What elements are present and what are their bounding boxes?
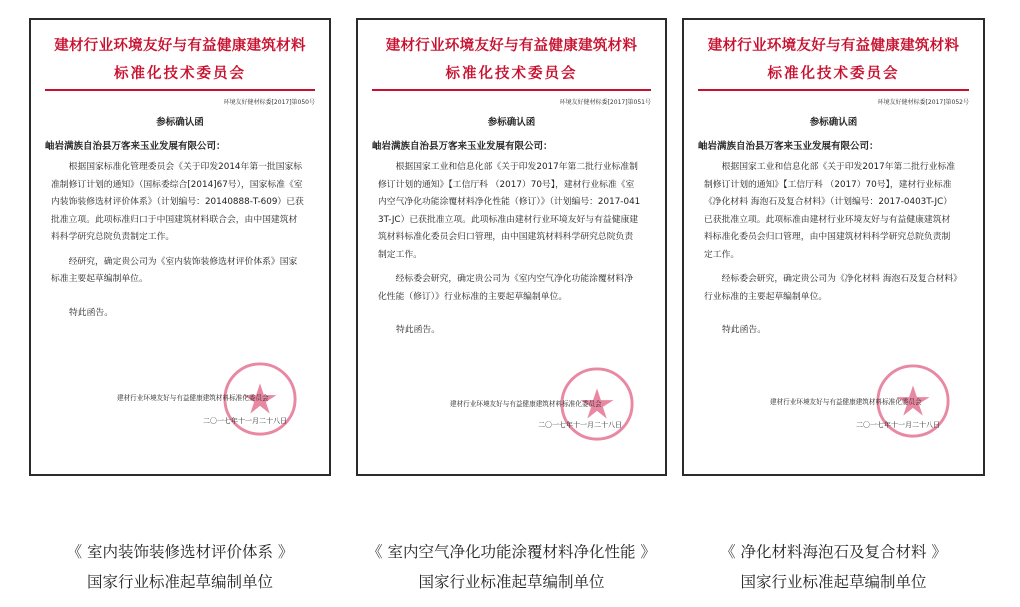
closing-text: 特此函告。 <box>69 307 113 318</box>
caption-standard-name: 《 室内装饰装修选材评价体系 》 <box>66 543 294 561</box>
certificate-document-3 <box>682 18 985 476</box>
certificate-document-1 <box>29 18 331 476</box>
letterhead-org-line2: 标准化技术委员会 <box>114 66 246 82</box>
recipient: 岫岩满族自治县万客来玉业发展有限公司： <box>698 141 879 152</box>
caption-role: 国家行业标准起草编制单位 <box>418 573 605 591</box>
body-paragraph-1: 根据国家工业和信息化部《关于印发2017年第二批行业标准制修订计划的通知》【工信厅科 （2017）70号】，建材行业标准《净化材料 海泡石及复合材料》（计划编号：2017-0403T-JC）已获批准立项。此项标准由建材行业环境友好与有益健康建筑材料标准化委员会归口管理，由中国建筑材料科学研究总院负责制定工作。 <box>704 162 956 260</box>
document-number: 环境友好健材标委[2017]第051号 <box>559 99 651 106</box>
issue-date: 二〇一七年十一月二十八日 <box>203 417 287 425</box>
document-title: 参标确认函 <box>156 117 204 128</box>
document-number: 环境友好健材标委[2017]第052号 <box>877 99 969 106</box>
body-paragraph-2: 经标委会研究，确定贵公司为《净化材料 海泡石及复合材料》行业标准的主要起草编制单位。 <box>704 274 958 302</box>
certificate-document-2 <box>356 18 667 476</box>
document-number: 环境友好健材标委[2017]第050号 <box>223 99 315 106</box>
caption-role: 国家行业标准起草编制单位 <box>86 573 273 591</box>
closing-text: 特此函告。 <box>722 325 766 335</box>
caption-3 <box>682 540 985 592</box>
letterhead-rule <box>698 89 969 91</box>
caption-standard-name: 《 净化材料海泡石及复合材料 》 <box>720 543 947 561</box>
issue-date: 二〇一七年十一月二十八日 <box>856 421 940 429</box>
letterhead-org-line2: 标准化技术委员会 <box>767 66 900 82</box>
letterhead-org-line1: 建材行业环境友好与有益健康建筑材料 <box>54 38 306 54</box>
issue-date: 二〇一七年十一月二十八日 <box>538 421 622 429</box>
letterhead-org-line2: 标准化技术委员会 <box>445 66 578 82</box>
issuer-name: 建材行业环境友好与有益健康建筑材料标准化委员会 <box>770 398 922 406</box>
body-paragraph-2: 经研究，确定贵公司为《室内装饰装修选材评价体系》国家标准主要起草编制单位。 <box>51 256 298 284</box>
closing-text: 特此函告。 <box>396 325 440 335</box>
letterhead-rule <box>45 89 315 91</box>
caption-2 <box>356 540 667 592</box>
body-paragraph-1: 根据国家标准化管理委员会《关于印发2014年第一批国家标准制修订计划的通知》（国标委综合[2014]67号），国家标准《室内装饰装修选材评价体系》（计划编号：20140888-T-609）已获批准立项。此项标准归口于中国建筑材料联合会，由中国建筑材料科学研究总院负责制定工作。 <box>51 162 304 242</box>
caption-standard-name: 《 室内空气净化功能涂覆材料净化性能 》 <box>367 543 656 561</box>
document-title: 参标确认函 <box>809 117 858 128</box>
recipient: 岫岩满族自治县万客来玉业发展有限公司： <box>372 141 553 152</box>
body-paragraph-1: 根据国家工业和信息化部《关于印发2017年第二批行业标准制修订计划的通知》【工信厅科 （2017）70号】，建材行业标准《室内空气净化功能涂覆材料净化性能（修订）》（计划编号：2017-0413T-JC）已获批准立项。此项标准由建材行业环境友好与有益健康建筑材料标准化委员会归口管理，由中国建筑材料科学研究总院负责制定工作。 <box>378 162 641 260</box>
document-title: 参标确认函 <box>487 117 536 128</box>
caption-1 <box>29 540 331 592</box>
letterhead-rule <box>372 89 651 91</box>
issuer-name: 建材行业环境友好与有益健康建筑材料标准化委员会 <box>450 400 602 408</box>
issuer-name: 建材行业环境友好与有益健康建筑材料标准化委员会 <box>117 394 269 402</box>
letterhead-org-line1: 建材行业环境友好与有益健康建筑材料 <box>707 38 960 54</box>
caption-role: 国家行业标准起草编制单位 <box>740 573 927 591</box>
recipient: 岫岩满族自治县万客来玉业发展有限公司： <box>45 141 226 152</box>
letterhead-org-line1: 建材行业环境友好与有益健康建筑材料 <box>385 38 638 54</box>
body-paragraph-2: 经标委会研究，确定贵公司为《室内空气净化功能涂覆材料净化性能（修订）》行业标准的主要起草编制单位。 <box>378 274 634 302</box>
